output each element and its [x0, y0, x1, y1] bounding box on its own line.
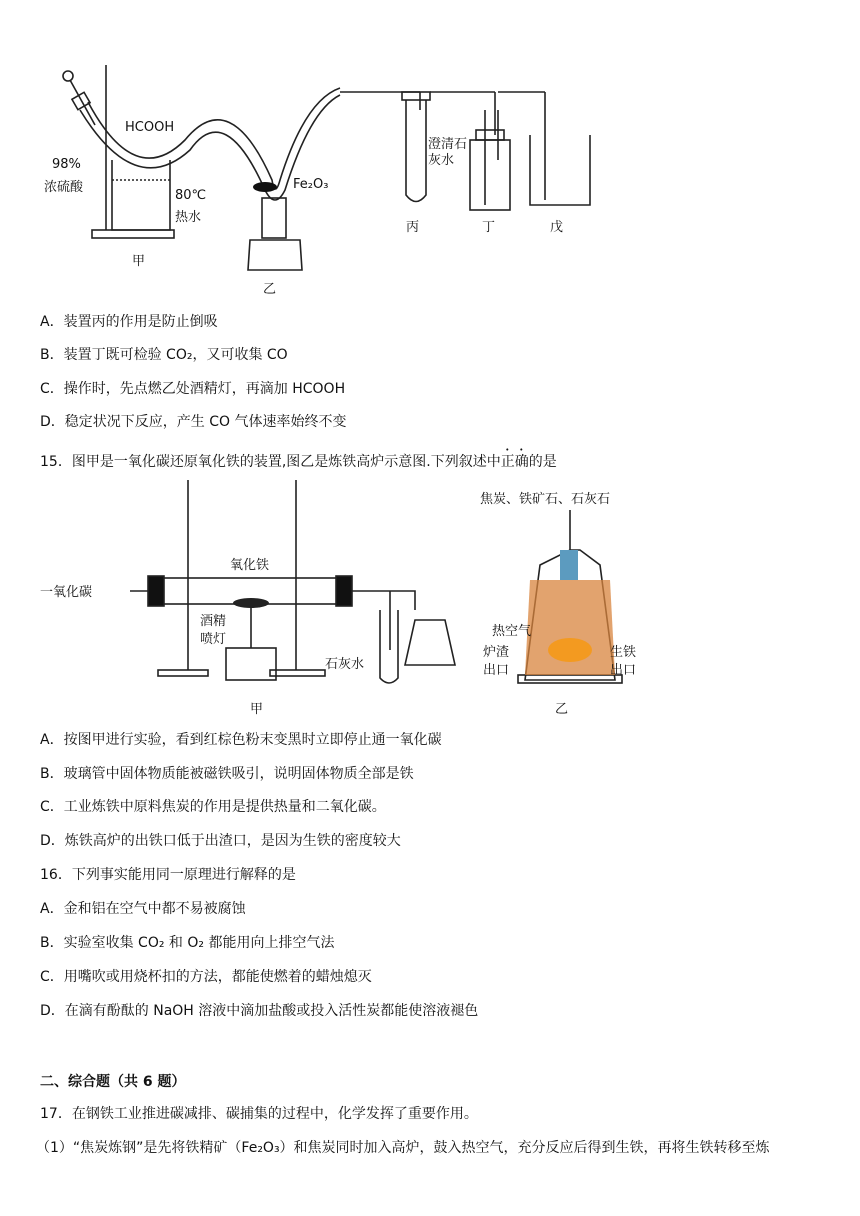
label-limewater: 澄清石灰水 — [428, 137, 468, 168]
figure-1-apparatus — [40, 40, 640, 300]
label-bing: 丙 — [406, 220, 420, 235]
q16-option-a: A．金和铝在空气中都不易被腐蚀 — [40, 901, 246, 917]
q15-stem — [40, 446, 557, 471]
figure-1-drawing — [40, 40, 640, 300]
q16-option-b: B．实验室收集 CO₂ 和 O₂ 都能用向上排空气法 — [40, 935, 335, 951]
q15-stem-emphasis: 正确 — [500, 454, 529, 470]
label-conc-acid: 浓硫酸 — [44, 180, 84, 195]
label-limewater-2: 石灰水 — [325, 657, 365, 672]
q14-option-a: A．装置丙的作用是防止倒吸 — [40, 314, 218, 330]
label-ding: 丁 — [482, 220, 496, 235]
q16-option-c: C．用嘴吹或用烧杯扣的方法，都能使燃着的蜡烛熄灭 — [40, 969, 372, 985]
label-80c: 80℃ — [175, 188, 207, 203]
q17-stem: 17．在钢铁工业推进碳减排、碳捕集的过程中，化学发挥了重要作用。 — [40, 1106, 478, 1122]
label-co: 一氧化碳 — [40, 585, 93, 600]
q15-stem-prefix: 15．图甲是一氧化碳还原氧化铁的装置,图乙是炼铁高炉示意图.下列叙述中 — [40, 454, 501, 470]
q14-option-c: C．操作时，先点燃乙处酒精灯，再滴加 HCOOH — [40, 381, 346, 397]
section-2-title: 二、综合题（共 6 题） — [40, 1074, 186, 1090]
label-hot-water: 热水 — [175, 210, 202, 225]
q15-option-b: B．玻璃管中固体物质能被磁铁吸引，说明固体物质全部是铁 — [40, 766, 414, 782]
label-fe2o3: Fe₂O₃ — [293, 177, 329, 192]
label-98-percent: 98% — [52, 157, 81, 172]
label-yi: 乙 — [263, 282, 277, 297]
label-lamp: 酒精喷灯 — [200, 614, 227, 647]
q16-option-d: D．在滴有酚酞的 NaOH 溶液中滴加盐酸或投入活性炭都能使溶液褪色 — [40, 1003, 479, 1019]
label-slag-outlet: 炉渣出口 — [483, 645, 510, 678]
label-fe-oxide: 氧化铁 — [230, 558, 270, 573]
q14-option-d: D．稳定状况下反应，产生 CO 气体速率始终不变 — [40, 414, 347, 430]
q14-option-b: B．装置丁既可检验 CO₂，又可收集 CO — [40, 347, 288, 363]
label-furnace-top: 焦炭、铁矿石、石灰石 — [480, 492, 611, 507]
label-jia: 甲 — [132, 254, 146, 269]
figure-2-drawing — [40, 470, 650, 720]
label-jia-2: 甲 — [250, 702, 264, 717]
label-hot-air: 热空气 — [492, 624, 532, 639]
label-yi-2: 乙 — [555, 702, 569, 717]
q15-option-d: D．炼铁高炉的出铁口低于出渣口，是因为生铁的密度较大 — [40, 833, 401, 849]
q15-stem-suffix: 的是 — [528, 454, 557, 470]
q16-stem: 16．下列事实能用同一原理进行解释的是 — [40, 867, 296, 883]
q15-option-c: C．工业炼铁中原料焦炭的作用是提供热量和二氧化碳。 — [40, 799, 386, 815]
figure-2-apparatus — [40, 470, 650, 720]
label-wu: 戊 — [550, 220, 564, 235]
q17-part-1: （1）“焦炭炼钢”是先将铁精矿（Fe₂O₃）和焦炭同时加入高炉，鼓入热空气，充分反应后得到生铁，再将生铁转移至炼 — [36, 1140, 770, 1156]
label-hcooh: HCOOH — [125, 120, 175, 135]
label-iron-outlet: 生铁出口 — [610, 645, 637, 678]
q15-option-a: A．按图甲进行实验，看到红棕色粉末变黑时立即停止通一氧化碳 — [40, 732, 442, 748]
